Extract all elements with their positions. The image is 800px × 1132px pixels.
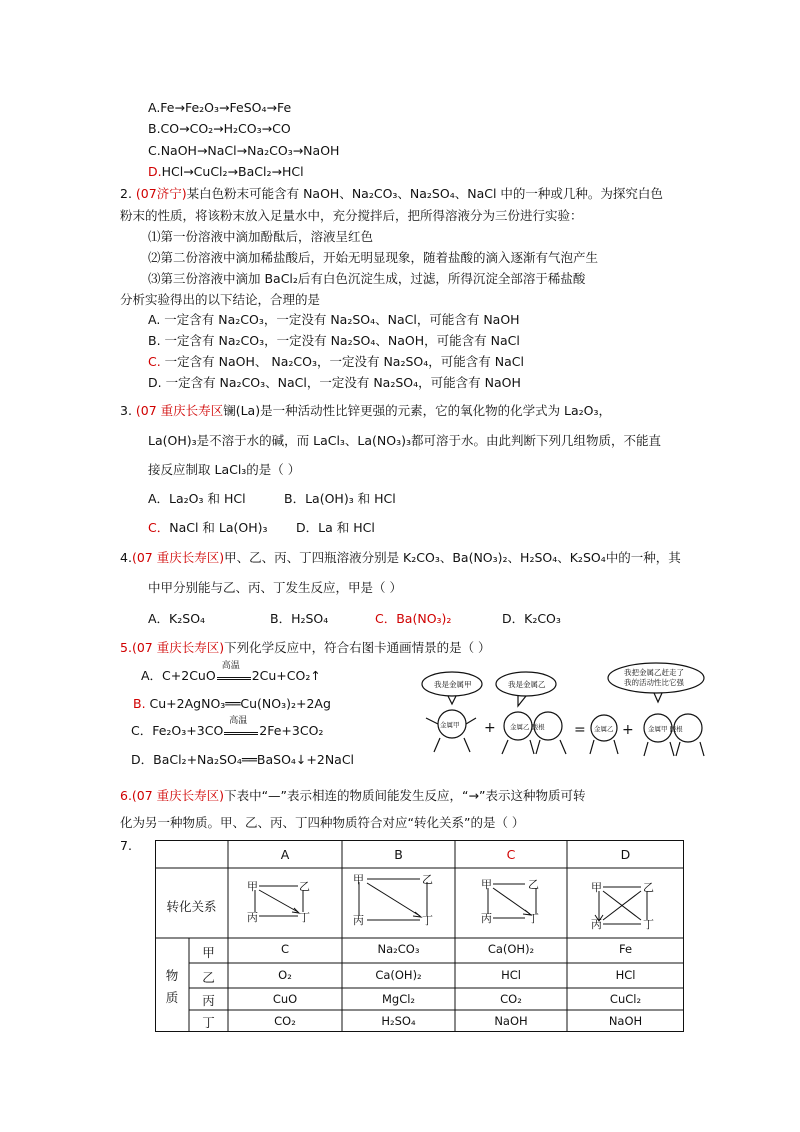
q5-option-b-text: Cu+2AgNO₃══Cu(NO₃)₂+2Ag: [145, 696, 331, 711]
q2-option-d: D. 一定含有 Na₂CO₃、NaCl，一定没有 Na₂SO₄，可能含有 NaOH: [148, 375, 521, 390]
cartoon-plus-1: +: [484, 720, 496, 736]
q1-option-b: B.CO→CO₂→H₂CO₃→CO: [148, 121, 291, 136]
substance-name-ding: 丁: [202, 1015, 215, 1030]
q4-number: 4.: [120, 550, 132, 565]
row-label-relation: 转化关系: [166, 899, 217, 914]
q1-option-c: C.NaOH→NaCl→Na₂CO₃→NaOH: [148, 143, 340, 158]
table-cell: Ca(OH)₂: [487, 942, 535, 956]
table-cell: MgCl₂: [381, 992, 416, 1006]
q4-option-a: A．K₂SO₄: [148, 611, 206, 626]
table-header-a: A: [280, 847, 290, 862]
table-cell: CuO: [272, 992, 298, 1006]
q5-number: 5.: [120, 640, 132, 655]
relation-diagram-b: [359, 879, 427, 920]
q2-option-c: [148, 354, 524, 370]
q2-stem-line-1: [120, 186, 663, 202]
diagram-b-node-jia: 甲: [353, 873, 364, 886]
q1-option-d: [148, 164, 304, 180]
q2-stem-1: 某白色粉末可能含有 NaOH、Na₂CO₃、Na₂SO₄、NaCl 中的一种或几种。为探究白色: [186, 186, 663, 201]
diagram-c-node-jia: 甲: [481, 878, 492, 891]
q6-stem-line-2: 化为另一种物质。甲、乙、丙、丁四种物质符合对应“转化关系”的是（ ）: [120, 815, 525, 830]
bubble-1-text: 我是金属甲: [434, 680, 472, 689]
diagram-d-node-jia: 甲: [591, 881, 602, 894]
substance-name-jia: 甲: [202, 945, 215, 960]
character-2-label: 金属乙 酸根: [510, 723, 545, 731]
q3-option-c: [148, 520, 268, 536]
relation-diagram-d: [595, 887, 647, 924]
q3-option-a: A．La₂O₃ 和 HCl: [148, 491, 246, 506]
bubble-2-text: 我是金属乙: [508, 680, 546, 689]
table-cell: NaOH: [608, 1014, 643, 1028]
cartoon-svg: [418, 662, 710, 762]
cartoon-equals: =: [574, 722, 586, 738]
q2-step-1: ⑴第一份溶液中滴加酚酞后，溶液呈红色: [148, 229, 374, 244]
q2-option-b: B. 一定含有 Na₂CO₃，一定没有 Na₂SO₄、NaOH，可能含有 NaCl: [148, 333, 520, 348]
cartoon-plus-2: +: [622, 722, 634, 738]
substance-name-yi: 乙: [202, 970, 215, 985]
table-cell: C: [280, 942, 290, 956]
table-cell: CuCl₂: [609, 992, 642, 1006]
q2-stem-line-2: 粉末的性质，将该粉末放入足量水中，充分搅拌后，把所得溶液分为三份进行实验：: [120, 208, 583, 223]
q5-answer-letter: B.: [133, 696, 146, 711]
relation-diagram-a: [255, 886, 303, 916]
q3-option-c-text: NaCl 和 La(OH)₃: [169, 520, 268, 535]
q6-stem-line-1: [120, 788, 585, 804]
bubble-3-text-line-1: 我把金属乙赶走了: [624, 668, 684, 677]
table-cell: NaOH: [494, 1014, 528, 1028]
q3-stem-line-3: 接反应制取 LaCl₃的是（ ）: [148, 462, 301, 477]
q2-option-a: A. 一定含有 Na₂CO₃，一定没有 Na₂SO₄、NaCl，可能含有 NaOH: [148, 312, 520, 327]
diagram-b-node-yi: 乙: [422, 873, 433, 886]
q3-option-d: D．La 和 HCl: [296, 520, 375, 535]
table-cell: HCl: [501, 968, 521, 982]
q5-option-a: [141, 661, 321, 684]
diagram-a-node-yi: 乙: [299, 880, 310, 893]
table-cell: HCl: [615, 968, 636, 982]
table-header-d: D: [620, 847, 631, 862]
character-1-label: 金属甲: [440, 721, 460, 729]
q4-stem-line-2: 中甲分别能与乙、丙、丁发生反应，甲是（ ）: [148, 580, 402, 595]
diagram-d-node-ding: 丁: [643, 918, 654, 931]
q2-answer-letter: C.: [148, 354, 161, 369]
diagram-a-node-jia: 甲: [247, 880, 258, 893]
q3-source: (07 重庆长寿区: [135, 403, 224, 418]
table-cell: Na₂CO₃: [377, 942, 420, 956]
metal-displacement-cartoon: [418, 662, 710, 762]
q2-step-2: ⑵第二份溶液中滴加稀盐酸后，开始无明显现象，随着盐酸的滴入逐渐有气泡产生: [148, 250, 599, 265]
table-header-b: B: [394, 847, 403, 862]
q5-option-b: [133, 696, 331, 712]
diagram-d-node-yi: 乙: [643, 881, 654, 894]
q4-option-d: D．K₂CO₃: [502, 611, 561, 626]
table-cell: CO₂: [274, 1014, 296, 1028]
q4-stem-line-1: [120, 550, 681, 566]
q6-stem-1: 下表中“—”表示相连的物质间能发生反应，“→”表示这种物质可转: [224, 788, 586, 803]
diagram-b-node-bing: 丙: [353, 914, 364, 927]
diagram-a-node-ding: 丁: [299, 911, 310, 924]
q5-stem-line: [120, 640, 491, 656]
q3-option-b: B．La(OH)₃ 和 HCl: [284, 491, 396, 506]
q1-answer-letter: D.: [148, 164, 162, 179]
table-cell: H₂SO₄: [381, 1014, 416, 1028]
q5-option-a-left: A．C+2CuO: [141, 668, 216, 683]
q5-option-a-condition: 高温: [221, 661, 240, 671]
q4-option-c: [375, 611, 451, 627]
q2-option-c-text: 一定含有 NaOH、 Na₂CO₃，一定没有 Na₂SO₄，可能含有 NaCl: [160, 354, 524, 369]
diagram-c-node-yi: 乙: [528, 878, 539, 891]
q3-answer-letter: C．: [148, 520, 170, 535]
q2-step-3: ⑶第三份溶液中滴加 BaCl₂后有白色沉淀生成，过滤，所得沉淀全部溶于稀盐酸: [148, 271, 586, 286]
q3-number: 3.: [120, 403, 132, 418]
table-cell: O₂: [278, 968, 292, 982]
diagram-c-node-ding: 丁: [528, 912, 539, 925]
q3-stem-1: 镧(La)是一种活动性比锌更强的元素，它的氧化物的化学式为 La₂O₃，: [223, 403, 612, 418]
q2-source: (07济宁): [135, 186, 187, 201]
conversion-table: [155, 840, 684, 1032]
q3-stem-line-2: La(OH)₃是不溶于水的碱，而 LaCl₃、La(NO₃)₃都可溶于水。由此判断下列几组物质，不能直: [148, 433, 662, 448]
table-header-c: C: [506, 847, 516, 862]
q4-source: (07 重庆长寿区): [131, 550, 225, 565]
table-cell: Ca(OH)₂: [375, 968, 422, 982]
q5-option-c-right: 2Fe+3CO₂: [259, 723, 324, 738]
diagram-c-node-bing: 丙: [481, 912, 492, 925]
q4-option-c-text: C．Ba(NO₃)₂: [375, 611, 452, 626]
diagram-d-node-bing: 丙: [591, 918, 602, 931]
q5-option-c-left: C．Fe₂O₃+3CO: [131, 723, 224, 738]
character-3-label: 金属乙: [594, 725, 614, 733]
q5-option-c-equals: [224, 716, 258, 735]
q4-stem-1: 甲、乙、丙、丁四瓶溶液分别是 K₂CO₃、Ba(NO₃)₂、H₂SO₄、K₂SO₄中的一种，其: [224, 550, 681, 565]
q1-option-d-text: HCl→CuCl₂→BaCl₂→HCl: [161, 164, 304, 179]
substance-name-bing: 丙: [202, 993, 215, 1008]
q5-stem: 下列化学反应中，符合右图卡通画情景的是（ ）: [224, 640, 491, 655]
table-cell: Fe: [618, 942, 633, 956]
diagram-a-node-bing: 丙: [247, 911, 258, 924]
q4-option-b: B．H₂SO₄: [270, 611, 329, 626]
q5-option-c-condition: 高温: [229, 716, 248, 726]
q5-source: (07 重庆长寿区): [131, 640, 225, 655]
q2-number: 2.: [120, 186, 132, 201]
bubble-3-text-line-2: 我的活动性比它强: [624, 678, 684, 687]
q1-option-a: A.Fe→Fe₂O₃→FeSO₄→Fe: [148, 100, 292, 115]
q5-option-a-equals: [217, 661, 251, 680]
q6-number-source: 6.(07 重庆长寿区): [120, 788, 225, 803]
q5-option-a-right: 2Cu+CO₂↑: [251, 668, 321, 683]
q5-option-c: [131, 716, 324, 739]
diagram-b-node-ding: 丁: [422, 914, 433, 927]
q7-label: 7.: [120, 838, 132, 853]
q5-option-d: D．BaCl₂+Na₂SO₄══BaSO₄↓+2NaCl: [131, 752, 355, 767]
table-cell: CO₂: [500, 992, 522, 1006]
row-label-substance: 物 质: [165, 968, 179, 1005]
q3-stem-line-1: [120, 403, 611, 419]
character-4-label: 金属甲 酸根: [648, 725, 683, 733]
q2-prompt: 分析实验得出的以下结论，合理的是: [120, 292, 321, 307]
